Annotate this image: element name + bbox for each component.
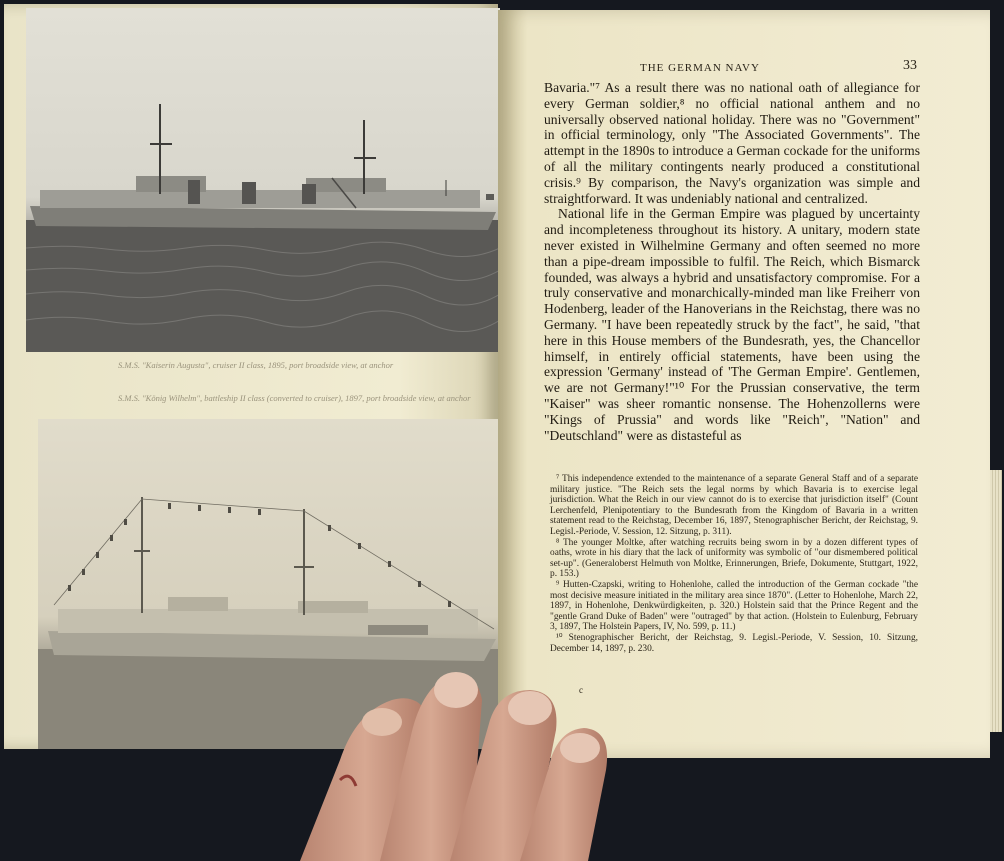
- paragraph: National life in the German Empire was plagued by uncertainty and incompleteness throughout its history. A unitary, modern state never existed in Wilhelmine Germany and often seemed no more than a pipe-dream impossible to fulfil. The Reich, which Bismarck founded, was always a hybrid and unsatisfactory compromise. For a truly conservative and monarchically-minded man like Freiherr von Hodenberg, leader of the Hanoverians in the Reichstag, there was no Germany. "I have been repeatedly struck by the fact", he said, "that here in this House members of the Bundesrath, yes, the Chancellor himself, in entirely official statements, have been using the expression 'Germany' instead of 'The German Empire'. Gentlemen, we are not Germany!"¹⁰ For the Prussian conservative, the term "Kaiser" was sheer romantic nonsense. The Hohenzollerns were "Kings of Prussia" and words like "Reich", "Nation" and "Deutschland" were as distasteful as: [544, 206, 920, 443]
- signature-mark: c: [579, 685, 583, 695]
- footnote: ⁹ Hutten-Czapski, writing to Hohenlohe, called the introduction of the German cockade "the most decisive measure initiated in the military area since 1870". (Letter to Hohenlohe, March 22, 1897, in Hohenlohe, Denkwürdigkeiten, p. 320.) Holstein said that the Prince Regent and the "gentle Grand Duke of Baden" were "outraged" by that action. (Holstein to Eulenburg, February 3, 1897, The Holstein Papers, IV, No. 599, p. 11.): [550, 579, 918, 633]
- running-head: THE GERMAN NAVY: [640, 62, 760, 74]
- photo-caption: S.M.S. "Kaiserin Augusta", cruiser II class, 1895, port broadside view, at anchor: [118, 360, 394, 370]
- page-number: 33: [903, 58, 917, 73]
- footnote: ⁷ This independence extended to the maintenance of a separate General Staff and of a separate military justice. "The Reich sets the legal norms by which Bavaria is to exercise legal jurisdiction. What the Reich in our view cannot do is to exercise that jurisdiction itself" (Count Lerchenfeld, Plenipotentiary to the Bundesrath from the Kingdom of Bavaria in a written statement read to the Reichstag, December 16, 1897, Stenographischer Bericht, der Reichstag, 9. Legisl.-Periode, V. Session, 12. Sitzung, p. 311).: [550, 474, 918, 537]
- footnote: ⁸ The younger Moltke, after watching recruits being sworn in by a dozen different types of oaths, wrote in his diary that the lack of uniformity was symbolic of "our dismembered political set-up". (Generaloberst Helmuth von Moltke, Erinnerungen, Briefe, Dokumente, Stuttgart, 1922, p. 153.): [550, 537, 918, 580]
- photo-caption: S.M.S. "König Wilhelm", battleship II class (converted to cruiser), 1897, port broadside view, at anchor: [118, 393, 471, 403]
- paragraph: Bavaria."⁷ As a result there was no national oath of allegiance for every German soldier,⁸ no official national anthem and no universally observed national holiday. There was no "Government" in official terminology, only "The Associated Governments". The attempt in the 1890s to introduce a German cockade for the uniforms of all the military contingents nearly produced a constitutional crisis.⁹ By comparison, the Navy's organization was simple and straightforward. It was undeniably national and centralized.: [544, 80, 920, 206]
- footnote: ¹⁰ Stenographischer Bericht, der Reichstag, 9. Legisl.-Periode, V. Session, 10. Sitzung, December 14, 1897, p. 230.: [550, 632, 918, 654]
